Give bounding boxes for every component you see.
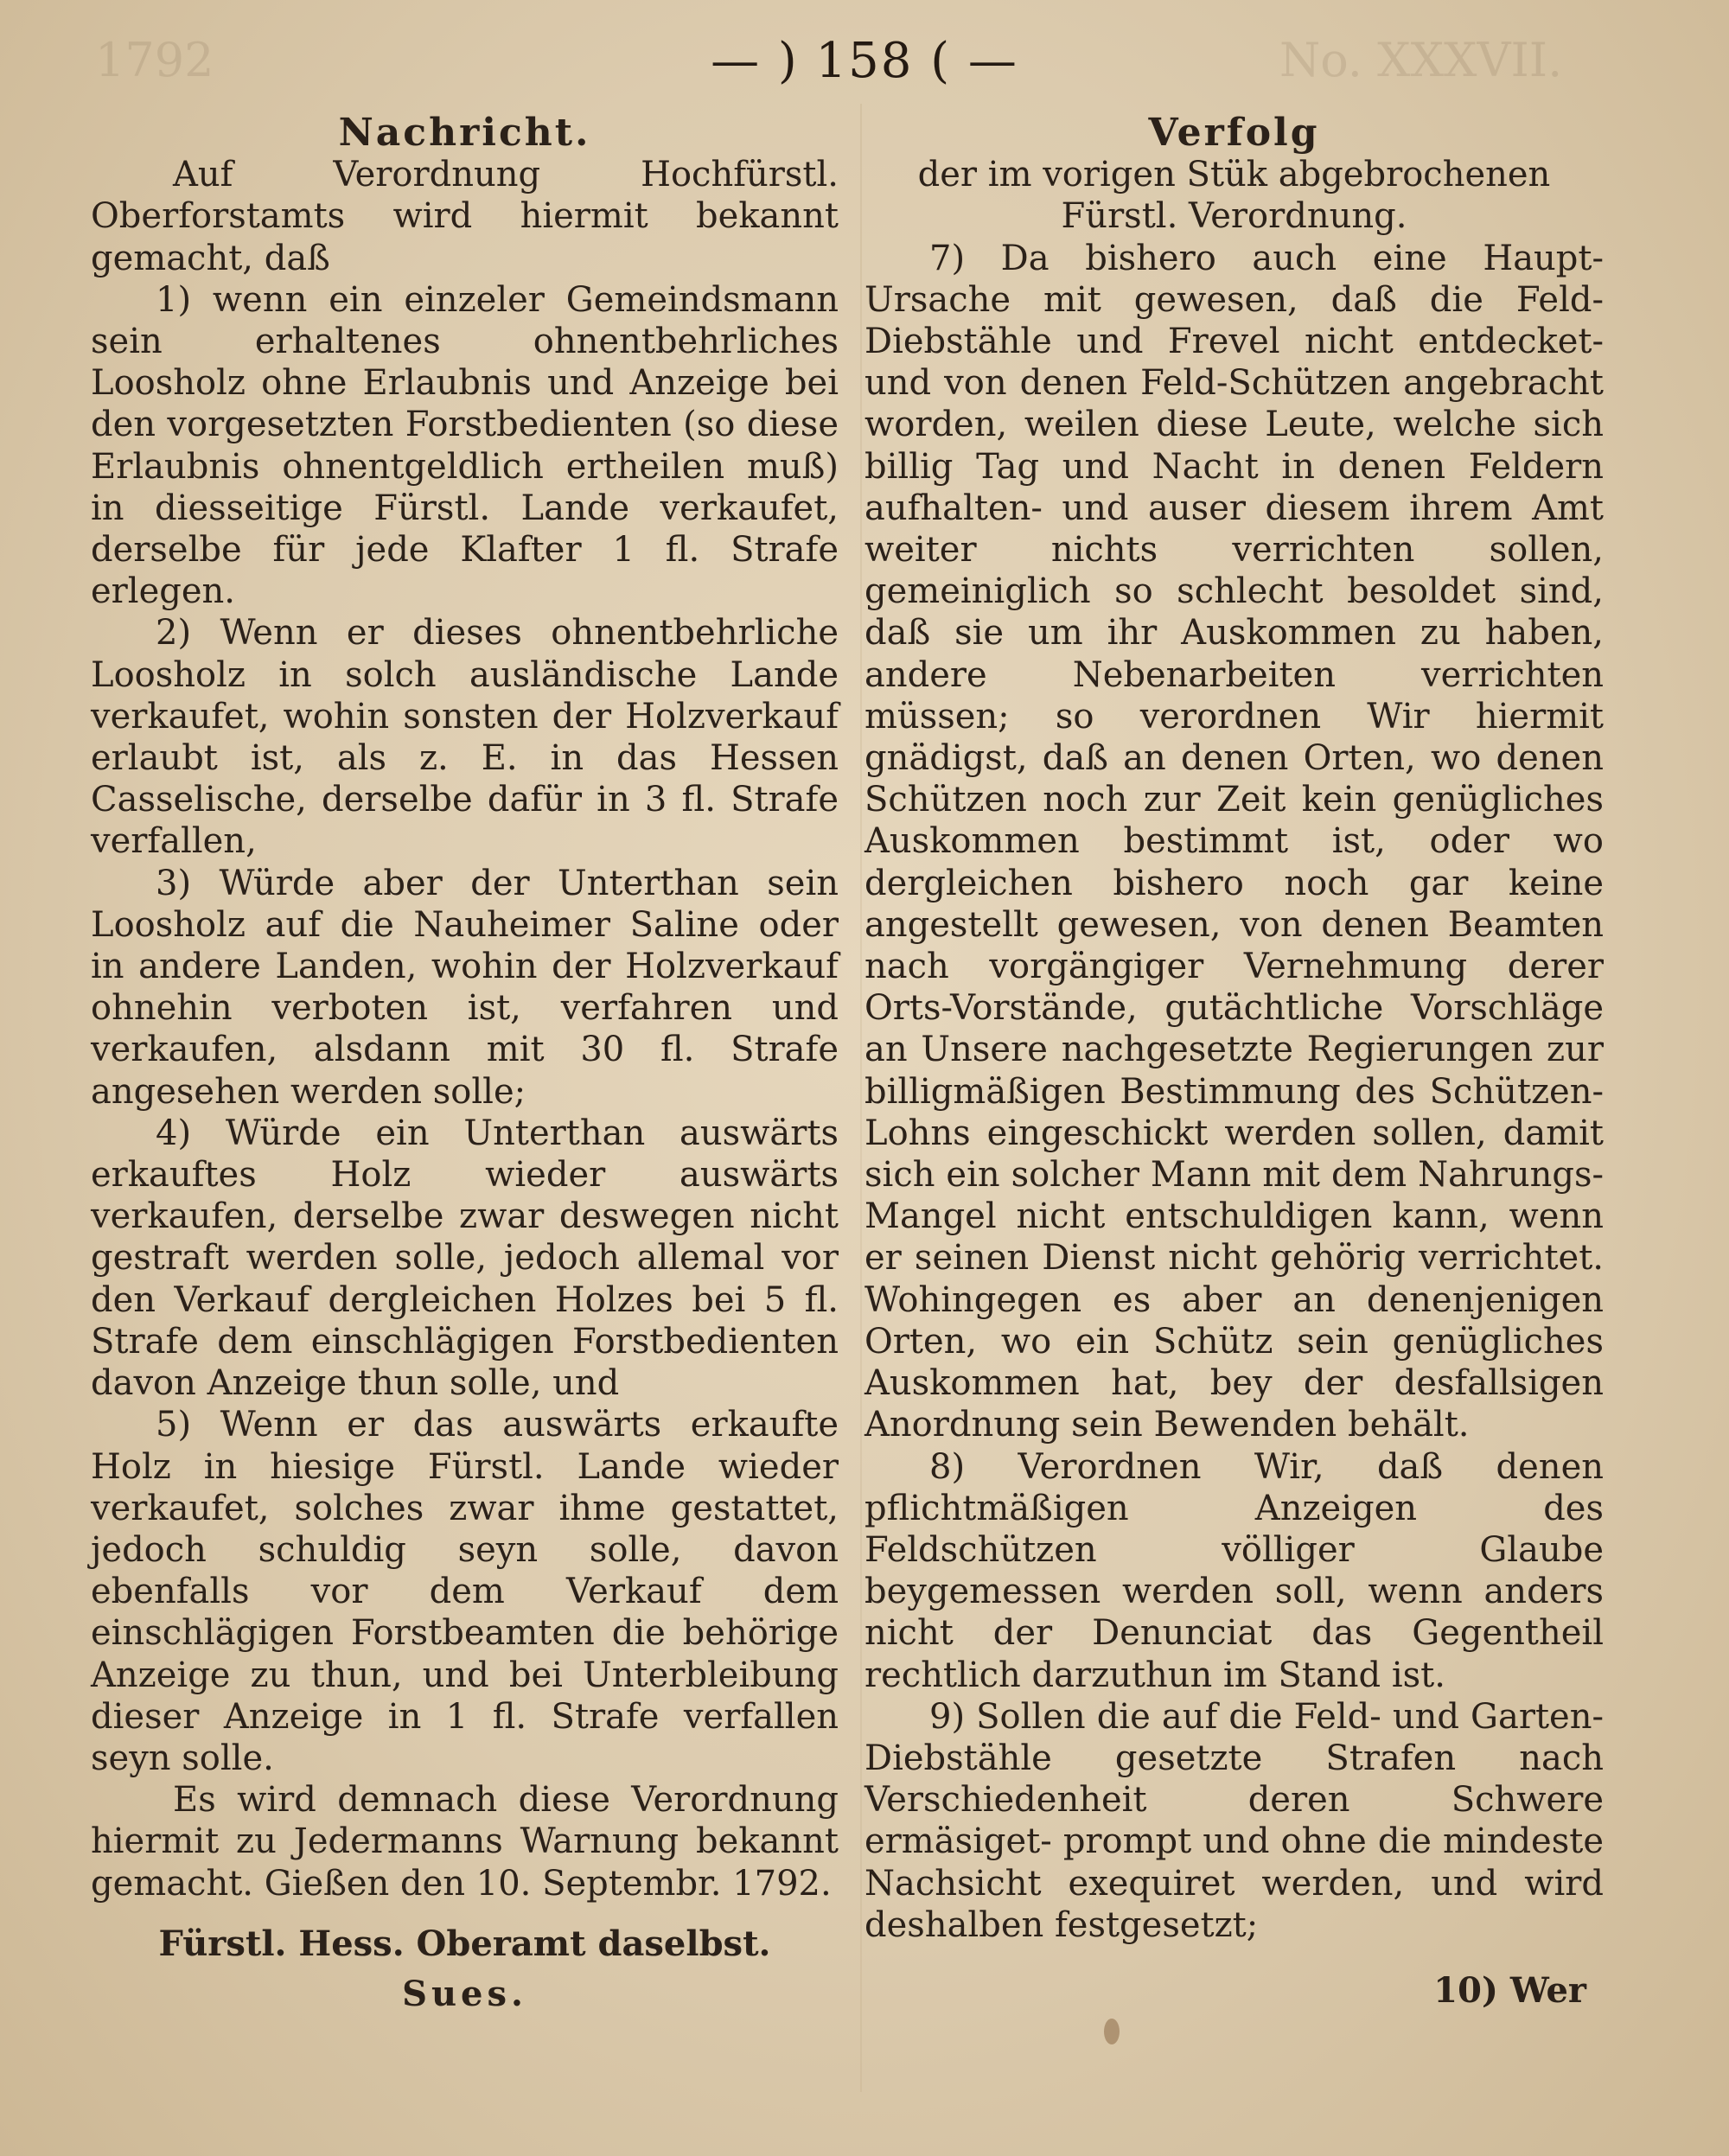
show-through-left: 1792 (95, 33, 214, 87)
right-subheading-2: Fürstl. Verordnung. (1061, 196, 1407, 237)
right-item-8: 8) Verordnen Wir, daß denen pflichtmäßigen Anzeigen des Feldschützen völliger Glaube beygemessen werden soll, wenn anders nicht der Denunciat das Gegentheil rechtlich darzuthun im Stand ist. (864, 1446, 1604, 1695)
right-item-7: 7) Da bishero auch eine Haupt-Ursache mit gewesen, daß die Feld-Diebstähle und Frevel nicht entdecket- und von denen Feld-Schützen angebracht worden, weilen diese Leute, welche sich billig Tag und Nacht in denen Feldern aufhalten- und auser diesem ihrem Amt weiter nichts verrichten sollen, gemeiniglich so schlecht besoldet sind, daß sie um ihr Auskommen zu haben, andere Nebenarbeiten verrichten müssen; so verordnen Wir hiermit gnädigst, daß an denen Orten, wo denen Schützen noch zur Zeit kein genügliches Auskommen bestimmt ist, oder wo dergleichen bishero noch gar keine angestellt gewesen, von denen Beamten nach vorgängiger Vernehmung derer Orts-Vorstände, gutächtliche Vorschläge an Unsere nachgesetzte Regierungen zur billigmäßigen Bestimmung des Schützen-Lohns eingeschickt werden sollen, damit sich ein solcher Mann mit dem Nahrungs-Mangel nicht entschuldigen kann, wenn er seinen Dienst nicht gehörig verrichtet. Wohingegen es aber an denenjenigen Orten, wo ein Schütz sein genügliches Auskommen hat, bey der desfallsigen Anordnung sein Bewenden behält. (864, 238, 1604, 1445)
page-number: — ) 158 ( — (711, 33, 1018, 89)
show-through-right: No. XXXVII. (1279, 33, 1563, 87)
right-subheading-1: der im vorigen Stük abgebrochenen (917, 155, 1551, 195)
column-gutter (860, 104, 862, 2092)
left-closing: Es wird demnach diese Verordnung hiermit zu Jedermanns Warnung bekannt gemacht. Gießen den 10. Septembr. 1792. (91, 1780, 839, 1904)
catchword: 10) Wer (1433, 1969, 1586, 2011)
signature-name: Sues. (402, 1973, 527, 2014)
right-heading: Verfolg (1148, 111, 1320, 155)
left-heading: Nachricht. (338, 111, 591, 155)
right-item-9: 9) Sollen die auf die Feld- und Garten-Diebstähle gesetzte Strafen nach Verschiedenheit deren Schwere ermäsiget- prompt und ohne die mindeste Nachsicht exequiret werden, und wird deshalben festgesetzt; (864, 1696, 1604, 1945)
left-item-2: 2) Wenn er dieses ohnentbehrliche Loosholz in solch ausländische Lande verkaufet, wohin sonsten der Holzverkauf erlaubt ist, als z. E. in das Hessen Casselische, derselbe dafür in 3 fl. Strafe verfallen, (91, 613, 839, 862)
left-intro: Auf Verordnung Hochfürstl. Oberforstamts wird hiermit bekannt gemacht, daß (91, 155, 839, 278)
left-item-4: 4) Würde ein Unterthan auswärts erkauftes Holz wieder auswärts verkaufen, derselbe zwar deswegen nicht gestraft werden solle, jedoch allemal vor den Verkauf dergleichen Holzes bei 5 fl. Strafe dem einschlägigen Forstbedienten davon Anzeige thun solle, und (91, 1113, 839, 1404)
left-item-5: 5) Wenn er das auswärts erkaufte Holz in hiesige Fürstl. Lande wieder verkaufet, solches zwar ihme gestattet, jedoch schuldig seyn solle, davon ebenfalls vor dem Verkauf dem einschlägigen Forstbeamten die behörige Anzeige zu thun, und bei Unterbleibung dieser Anzeige in 1 fl. Strafe verfallen seyn solle. (91, 1405, 839, 1778)
left-item-3: 3) Würde aber der Unterthan sein Loosholz auf die Nauheimer Saline oder in andere Landen, wohin der Holzverkauf ohnehin verboten ist, verfahren und verkaufen, alsdann mit 30 fl. Strafe angesehen werden solle; (91, 863, 839, 1112)
left-item-1: 1) wenn ein einzeler Gemeindsmann sein erhaltenes ohnentbehrliches Loosholz ohne Erlaubnis und Anzeige bei den vorgesetzten Forstbedienten (so diese Erlaubnis ohnentgeldlich ertheilen muß) in diesseitige Fürstl. Lande verkaufet, derselbe für jede Klafter 1 fl. Strafe erlegen. (91, 279, 839, 612)
ink-spot (1104, 2019, 1120, 2044)
signature-office: Fürstl. Hess. Oberamt daselbst. (158, 1923, 771, 1964)
right-column (864, 112, 1604, 2012)
left-column (91, 112, 839, 2015)
